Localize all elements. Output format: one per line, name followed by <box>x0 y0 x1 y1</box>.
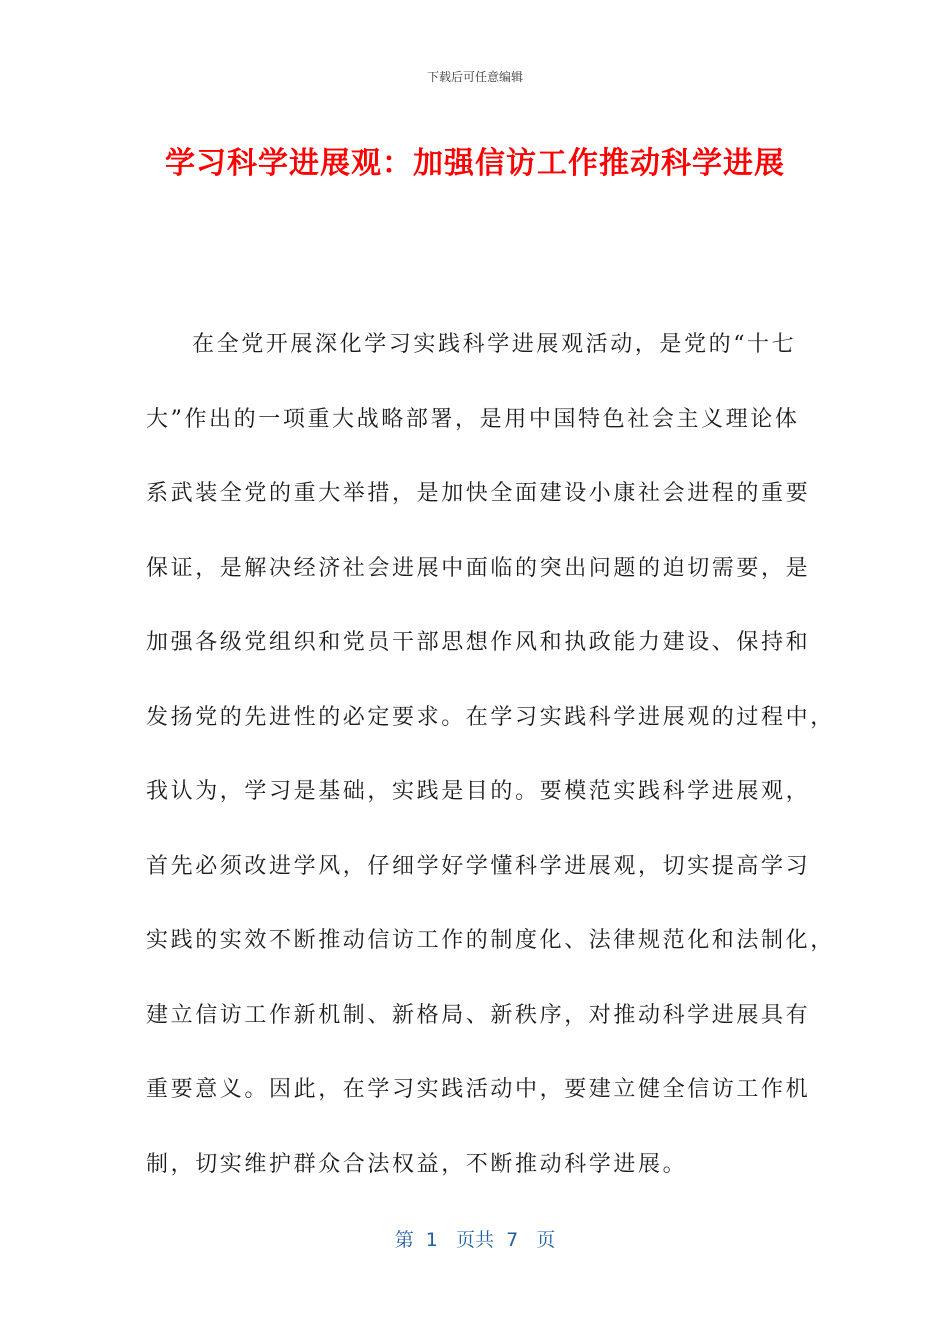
page-number-footer: 第 1 页共 7 页 <box>394 1229 556 1251</box>
header-note: 下载后可任意编辑 <box>426 70 523 84</box>
body-line: 加强各级党组织和党员干部思想作风和执政能力建设、保持和 <box>146 630 811 655</box>
document-title: 学习科学进展观：加强信访工作推动科学进展 <box>165 146 785 181</box>
body-line: 在全党开展深化学习实践科学进展观活动，是党的“十七 <box>192 332 797 357</box>
document-body <box>146 323 835 1217</box>
body-line: 制，切实维护群众合法权益，不断推动科学进展。 <box>146 1151 688 1177</box>
body-line: 重要意义。因此，在学习实践活动中，要建立健全信访工作机 <box>146 1077 811 1102</box>
body-line: 首先必须改进学风，仔细学好学懂科学进展观，切实提高学习 <box>146 853 811 879</box>
body-line: 我认为，学习是基础，实践是目的。要模范实践科学进展观， <box>146 779 811 804</box>
body-line: 系武装全党的重大举措，是加快全面建设小康社会进程的重要 <box>146 481 811 506</box>
body-line: 保证，是解决经济社会进展中面临的突出问题的迫切需要，是 <box>146 555 811 581</box>
body-line: 建立信访工作新机制、新格局、新秩序，对推动科学进展具有 <box>146 1002 811 1028</box>
body-line: 大”作出的一项重大战略部署，是用中国特色社会主义理论体 <box>146 406 800 432</box>
body-line: 实践的实效不断推动信访工作的制度化、法律规范化和法制化， <box>146 928 835 953</box>
body-line: 发扬党的先进性的必定要求。在学习实践科学进展观的过程中， <box>146 704 835 730</box>
